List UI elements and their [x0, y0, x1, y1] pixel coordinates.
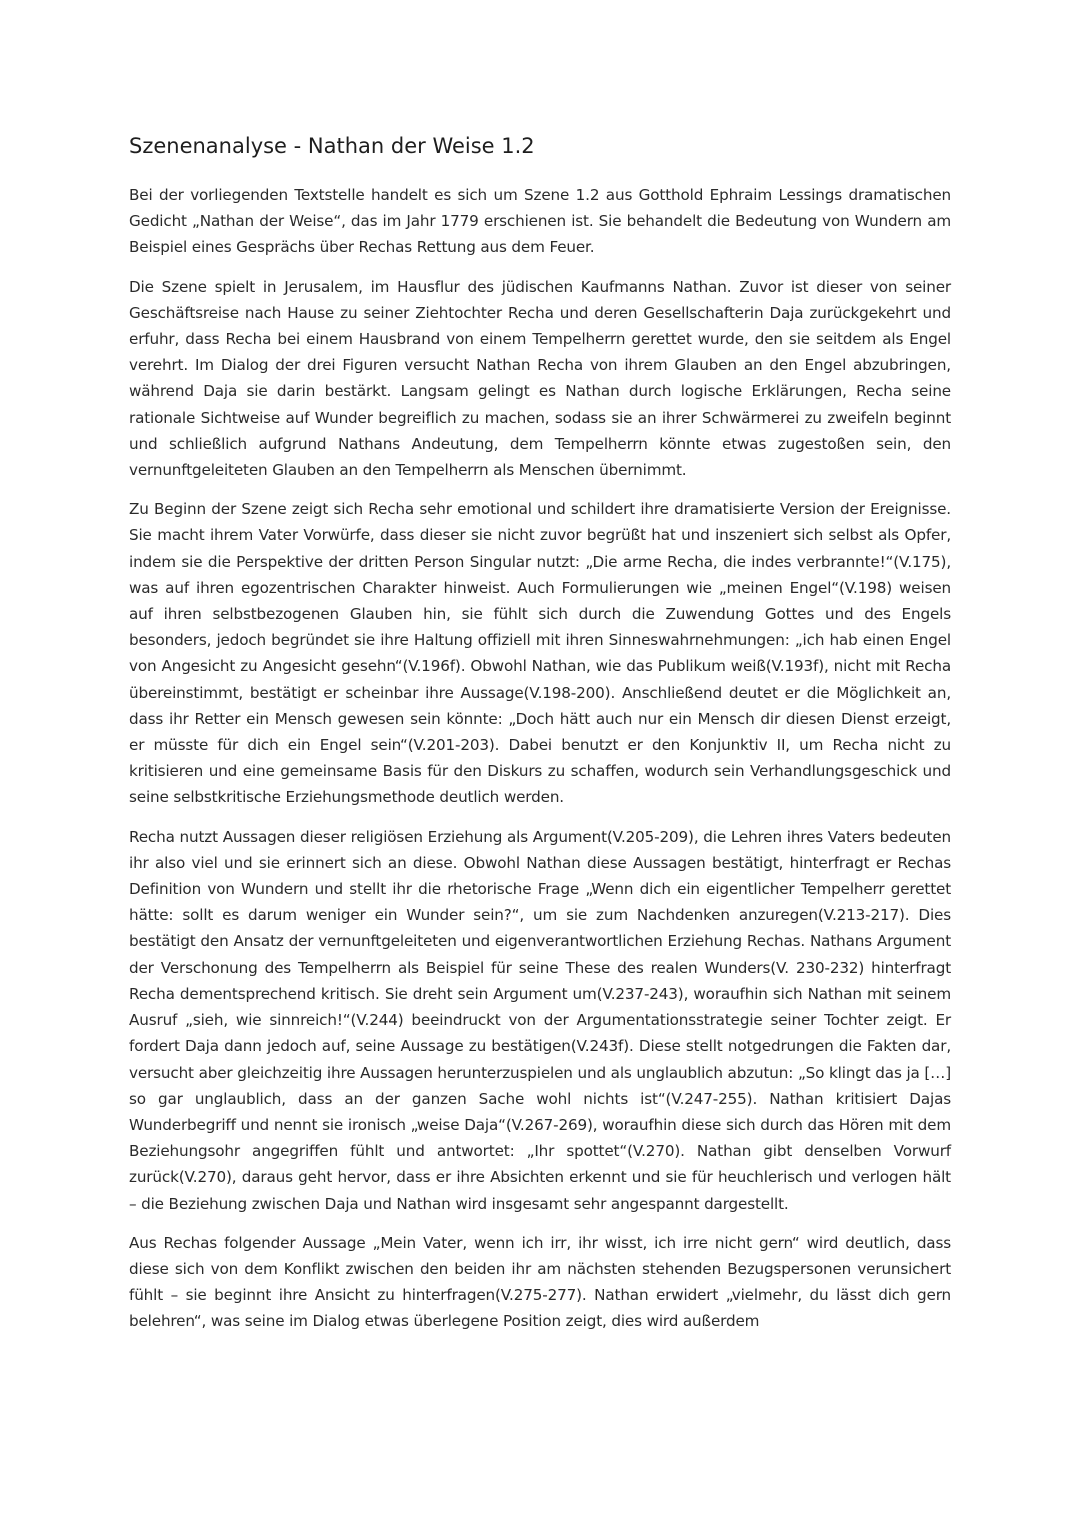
paragraph-introduction: Bei der vorliegenden Textstelle handelt es sich um Szene 1.2 aus Gotthold Ephraim Lessings dramatischen Gedicht „Nathan der Weise“, das im Jahr 1779 erschienen ist. Sie behandelt die Bedeutung von Wundern am Beispiel eines Gesprächs über Rechas Rettung aus dem Feuer.: [129, 186, 951, 257]
paragraph-analysis-2: Recha nutzt Aussagen dieser religiösen Erziehung als Argument(V.205-209), die Lehren ihres Vaters bedeuten ihr also viel und sie erinnert sich an diese. Obwohl Nathan diese Aussagen bestätigt, hinterfragt er Rechas Definition von Wundern und stellt ihr die rhetorische Frage „Wenn dich ein eigentlicher Tempelherr gerettet hätte: sollt es darum weniger ein Wunder sein?“, um sie zum Nachdenken anzuregen(V.213-217). Dies bestätigt den Ansatz der vernunftgeleiteten und eigenverantwortlichen Erziehung Rechas. Nathans Argument der Verschonung des Tempelherrn als Beispiel für seine These des realen Wunders(V. 230-232) hinterfragt Recha dementsprechend kritisch. Sie dreht sein Argument um(V.237-243), woraufhin sich Nathan mit seinem Ausruf „sieh, wie sinnreich!“(V.244) beeindruckt von der Argumentationsstrategie seiner Tochter zeigt. Er fordert Daja dann jedoch auf, seine Aussage zu bestätigen(V.243f). Diese stellt notgedrungen die Fakten dar, versucht aber gleichzeitig ihre Aussagen herunterzuspielen und als unglaublich abzutun: „So klingt das ja […] so gar unglaublich, dass an der ganzen Sache wohl nichts ist“(V.247-255). Nathan kritisiert Dajas Wunderbegriff und nennt sie ironisch „weise Daja“(V.267-269), woraufhin diese sich durch das Hören mit dem Beziehungsohr angegriffen fühlt und antwortet: „Ihr spottet“(V.270). Nathan gibt denselben Vorwurf zurück(V.270), daraus geht hervor, dass er ihre Absichten erkennt und sie für heuchlerisch und verlogen hält – die Beziehung zwischen Daja und Nathan wird insgesamt sehr angespannt dargestellt.: [129, 827, 951, 1213]
paragraph-summary: Die Szene spielt in Jerusalem, im Hausflur des jüdischen Kaufmanns Nathan. Zuvor ist dieser von seiner Geschäftsreise nach Hause zu seiner Ziehtochter Recha und deren Gesellschafterin Daja zurückgekehrt und erfuhr, dass Recha bei einem Hausbrand von einem Tempelherrn gerettet wurde, den sie seitdem als Engel verehrt. Im Dialog der drei Figuren versucht Nathan Recha von ihrem Glauben an den Engel abzubringen, während Daja sie darin bestärkt. Langsam gelingt es Nathan durch logische Erklärungen, Recha seine rationale Sichtweise auf Wunder begreiflich zu machen, sodass sie an ihrer Schwärmerei zu zweifeln beginnt und schließlich aufgrund Nathans Andeutung, dem Tempelherrn könnte etwas zugestoßen sein, den vernunftgeleiteten Glauben an den Tempelherrn als Menschen übernimmt.: [129, 277, 951, 480]
document-page: [129, 132, 951, 1348]
paragraph-analysis-3: Aus Rechas folgender Aussage „Mein Vater, wenn ich irr, ihr wisst, ich irre nicht gern“ wird deutlich, dass diese sich von dem Konflikt zwischen den beiden ihr am nächsten stehenden Bezugspersonen verunsichert fühlt – sie beginnt ihre Ansicht zu hinterfragen(V.275-277). Nathan erwidert „vielmehr, du lässt dich gern belehren“, was seine im Dialog etwas überlegene Position zeigt, dies wird außerdem: [129, 1233, 951, 1331]
document-title: Szenenanalyse - Nathan der Weise 1.2: [129, 134, 535, 158]
paragraph-analysis-1: Zu Beginn der Szene zeigt sich Recha sehr emotional und schildert ihre dramatisierte Version der Ereignisse. Sie macht ihrem Vater Vorwürfe, dass dieser sie nicht zuvor begrüßt hat und inszeniert sich selbst als Opfer, indem sie die Perspektive der dritten Person Singular nutzt: „Die arme Recha, die indes verbrannte!“(V.175), was auf ihren egozentrischen Charakter hinweist. Auch Formulierungen wie „meinen Engel“(V.198) weisen auf ihren selbstbezogenen Glauben hin, sie fühlt sich durch die Zuwendung Gottes und des Engels besonders, jedoch begründet sie ihre Haltung offiziell mit ihren Sinneswahrnehmungen: „ich hab einen Engel von Angesicht zu Angesicht gesehn“(V.196f). Obwohl Nathan, wie das Publikum weiß(V.193f), nicht mit Recha übereinstimmt, bestätigt er scheinbar ihre Aussage(V.198-200). Anschließend deutet er die Möglichkeit an, dass ihr Retter ein Mensch gewesen sein könnte: „Doch hätt auch nur ein Mensch dir diesen Dienst erzeigt, er müsste für dich ein Engel sein“(V.201-203). Dabei benutzt er den Konjunktiv II, um Recha nicht zu kritisieren und eine gemeinsame Basis für den Diskurs zu schaffen, wodurch sein Verhandlungsgeschick und seine selbstkritische Erziehungsmethode deutlich werden.: [129, 500, 951, 807]
